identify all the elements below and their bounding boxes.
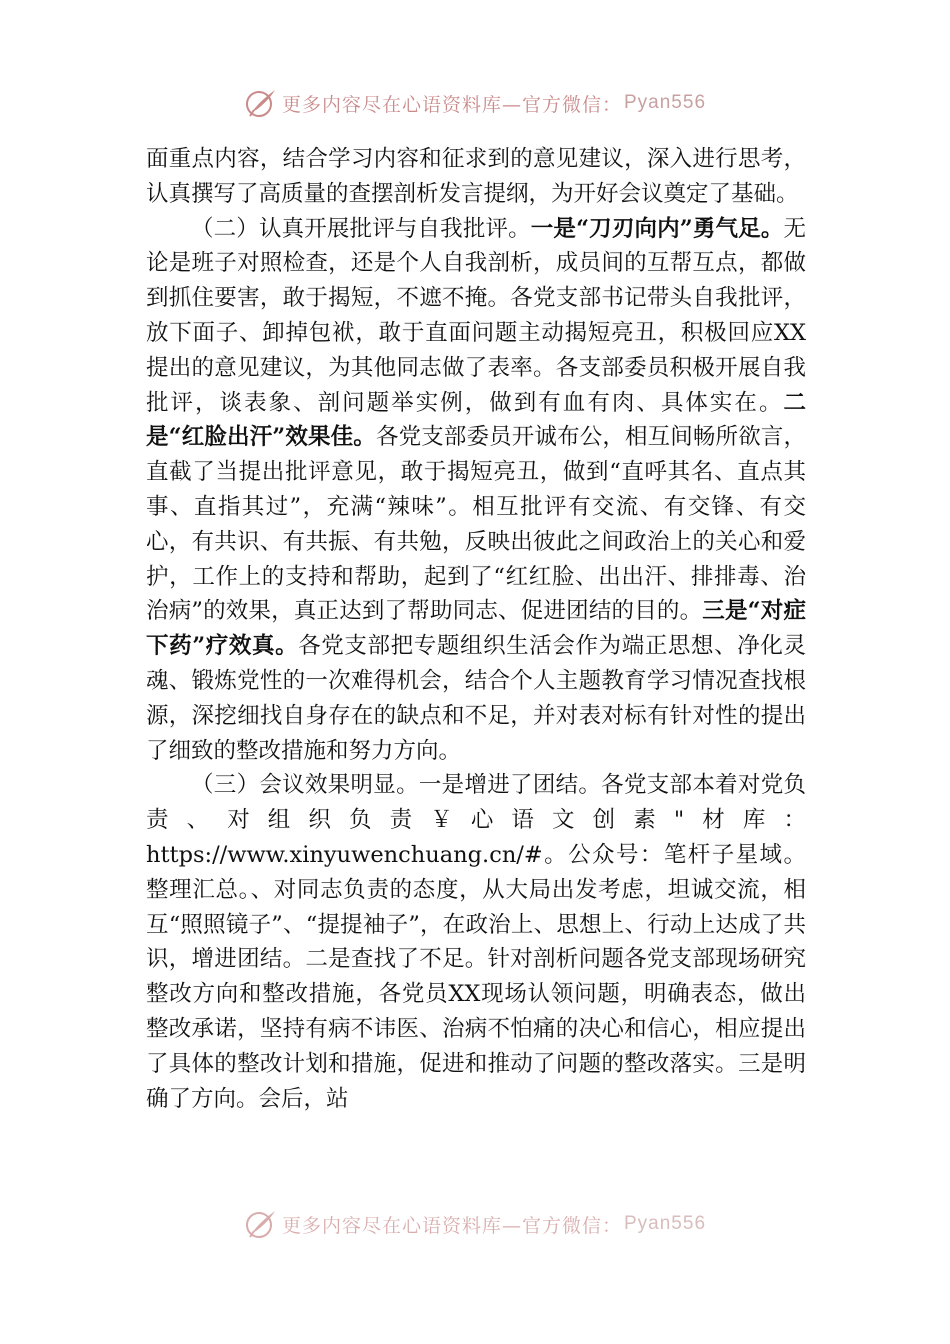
paragraph (146, 142, 806, 212)
watermark-text: 更多内容尽在心语资料库—官方微信： (281, 1214, 622, 1237)
paragraph-text: 各党支部委员开诚布公，相互间畅所欲言，直截了当提出批评意见，敢于揭短亮丑，做到“直呼其名、直点其事、直指其过”，充满“辣味”。相互批评有交流、有交锋、有交心，有共识、有共振、有共勉，反映出彼此之间政治上的关心和爱护，工作上的支持和帮助，起到了“红红脸、出出汗、排排毒、治治病”的效果，真正达到了帮助同志、促进团结的目的。 (146, 424, 806, 625)
paragraph-text: （二）认真开展批评与自我批评。 (191, 215, 531, 242)
paragraph-text: 面重点内容，结合学习内容和征求到的意见建议，深入进行思考，认真撰写了高质量的查摆剖析发言提纲，为开好会议奠定了基础。 (146, 146, 806, 207)
watermark-text: 更多内容尽在心语资料库—官方微信： (281, 93, 622, 116)
paragraph-text: （三）会议效果明显。一是增进了团结。各党支部本着对党负责、对组织负责￥心语文创素"材库：https://www.xinyuwenchuang.cn/#。公众号：笔杆子星域。整理汇总。、对同志负责的态度，从大局出发考虑，坦诚交流，相互“照照镜子”、“提提袖子”，在政治上、思想上、行动上达成了共识，增进团结。二是查找了不足。针对剖析问题各党支部现场研究整改方向和整改措施，各党员XX现场认领问题，明确表态，做出整改承诺，坚持有病不讳医、治病不怕痛的决心和信心，相应提出了具体的整改计划和措施，促进和推动了问题的整改落实。三是明确了方向。会后，站 (146, 772, 806, 1112)
paragraph-text: 无论是班子对照检查，还是个人自我剖析，成员间的互帮互点，都做到抓住要害，敢于揭短，不遮不掩。各党支部书记带头自我批评，放下面子、卸掉包袱，敢于直面问题主动揭短亮丑，积极回应XX提出的意见建议，为其他同志做了表率。各支部委员积极开展自我批评，谈表象、剖问题举实例，做到有血有肉、具体实在。 (146, 215, 806, 416)
footer-watermark (0, 1207, 950, 1241)
document-body (146, 142, 806, 1116)
watermark-brand: Pyan556 (624, 92, 707, 113)
bold-lead-phrase: 一是“刀刃向内”勇气足。 (530, 215, 784, 242)
header-watermark (0, 86, 950, 120)
feather-logo-icon (244, 1207, 278, 1241)
paragraph-text: 各党支部把专题组织生活会作为端正思想、净化灵魂、锻炼党性的一次难得机会，结合个人主题教育学习情况查找根源，深挖细找自身存在的缺点和不足，并对表对标有针对性的提出了细致的整改措施和努力方向。 (146, 633, 806, 764)
watermark-brand: Pyan556 (624, 1213, 707, 1234)
paragraph (146, 212, 806, 769)
bold-lead-phrase: 三是“对症下药”疗效真。 (146, 598, 806, 660)
feather-logo-icon (244, 86, 278, 120)
paragraph (146, 768, 806, 1116)
bold-lead-phrase: 二是“红脸出汗”效果佳。 (146, 389, 806, 451)
